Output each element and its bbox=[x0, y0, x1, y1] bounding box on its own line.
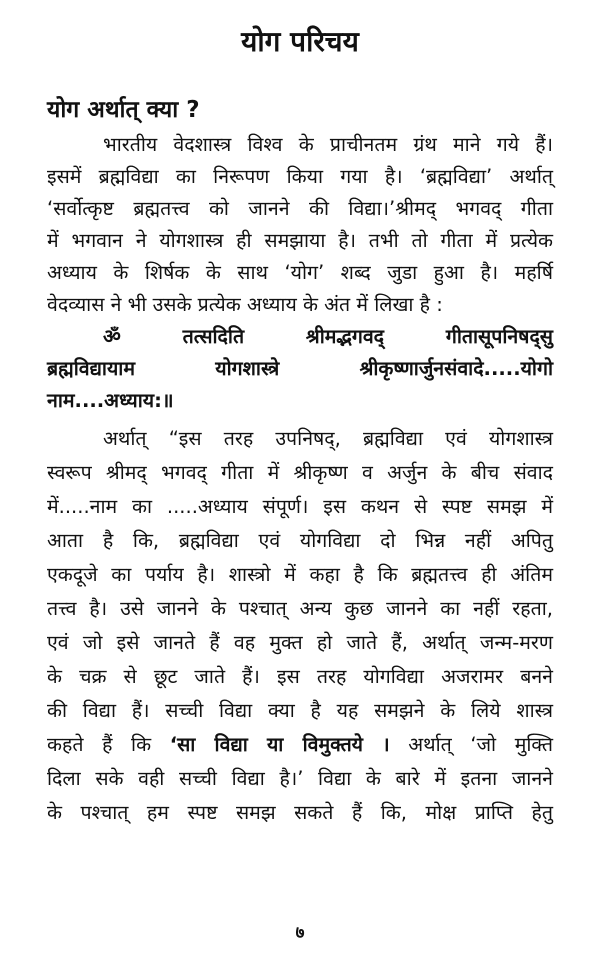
page-title: योग परिचय bbox=[241, 25, 359, 58]
text-line: के चक्र से छूट जाते हैं। इस तरह योगविद्या अजरामर बनने bbox=[47, 665, 553, 688]
text-line: अर्थात् “इस तरह उपनिषद्, ब्रह्मविद्या एवं योगशास्त्र bbox=[103, 427, 553, 450]
text-line: आता है कि, ब्रह्मविद्या एवं योगविद्या दो भिन्न नहीं अपितु bbox=[47, 529, 553, 552]
text-line: इसमें ब्रह्मविद्या का निरूपण किया गया है। ‘ब्रह्मविद्या’ अर्थात् bbox=[47, 165, 553, 188]
section-heading: योग अर्थात् क्या ? bbox=[47, 97, 200, 123]
text-line: दिला सके वही सच्ची विद्या है।’ विद्या के बारे में इतना जानने bbox=[47, 767, 553, 790]
text-line-with-quote bbox=[47, 730, 553, 760]
text-line: की विद्या हैं। सच्ची विद्या क्या है यह समझने के लिये शास्त्र bbox=[47, 699, 553, 722]
text-line: में.....नाम का .....अध्याय संपूर्ण। इस कथन से स्पष्ट समझ में bbox=[47, 495, 553, 518]
shloka-line: ब्रह्मविद्यायाम योगशास्त्रे श्रीकृष्णार्जुनसंवादे.....योगो bbox=[47, 357, 553, 380]
sanskrit-quote: ‘सा विद्या या विमुक्तये । bbox=[169, 733, 390, 756]
shloka-line: नाम....अध्याय:॥ bbox=[47, 389, 174, 412]
page-number: ७ bbox=[295, 923, 305, 943]
shloka-line: ॐ तत्सदिति श्रीमद्भगवद् गीतासूपनिषद्सु bbox=[103, 325, 553, 348]
text-line: के पश्चात् हम स्पष्ट समझ सकते हैं कि, मोक्ष प्राप्ति हेतु bbox=[47, 801, 553, 824]
text-line: एकदूजे का पर्याय है। शास्त्रो में कहा है कि ब्रह्मतत्त्व ही अंतिम bbox=[47, 563, 553, 586]
text-line: में भगवान ने योगशास्त्र ही समझाया है। तभी तो गीता में प्रत्येक bbox=[47, 229, 553, 252]
line-text-before: कहते हैं कि bbox=[47, 733, 152, 756]
text-line: भारतीय वेदशास्त्र विश्व के प्राचीनतम ग्रंथ माने गये हैं। bbox=[103, 133, 553, 156]
text-line: तत्त्व है। उसे जानने के पश्चात् अन्य कुछ जानने का नहीं रहता, bbox=[47, 597, 553, 620]
text-line: ‘सर्वोत्कृष्ट ब्रह्मतत्त्व को जानने की विद्या।’श्रीमद् भगवद् गीता bbox=[47, 197, 553, 220]
text-line: स्वरूप श्रीमद् भगवद् गीता में श्रीकृष्ण व अर्जुन के बीच संवाद bbox=[47, 461, 553, 484]
text-line: वेदव्यास ने भी उसके प्रत्येक अध्याय के अंत में लिखा है : bbox=[47, 293, 443, 316]
text-line: अध्याय के शिर्षक के साथ ‘योग’ शब्द जुडा हुआ है। महर्षि bbox=[47, 261, 553, 284]
text-line: एवं जो इसे जानते हैं वह मुक्त हो जाते हैं, अर्थात् जन्म-मरण bbox=[47, 631, 553, 654]
line-text-after: अर्थात् ‘जो मुक्ति bbox=[408, 733, 553, 756]
